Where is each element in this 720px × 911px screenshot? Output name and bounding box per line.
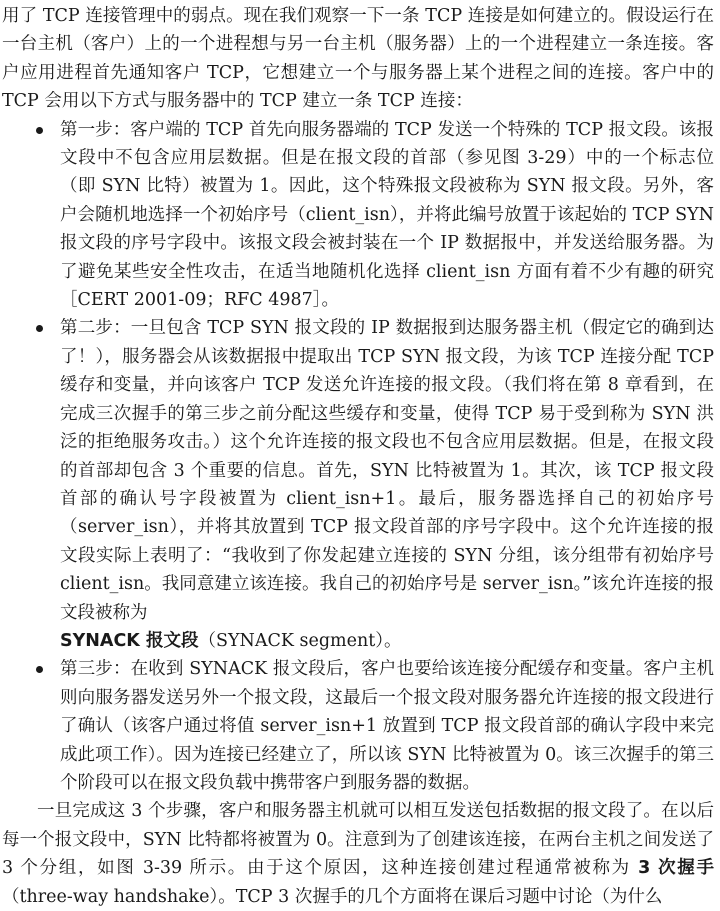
synack-term: SYNACK 报文段 bbox=[60, 630, 199, 651]
step-1-item bbox=[2, 116, 714, 315]
outro-text-2: （three-way handshake）。TCP 3 次握手的几个方面将在课后习题中讨论（为什么 bbox=[2, 886, 663, 907]
three-way-handshake-term: 3 次握手 bbox=[638, 858, 714, 879]
step-2-item bbox=[2, 314, 714, 655]
outro-paragraph bbox=[2, 797, 714, 911]
step-3-item bbox=[2, 655, 714, 797]
step-2-tail: （SYNACK segment）。 bbox=[198, 630, 402, 651]
step-1-text: 第一步：客户端的 TCP 首先向服务器端的 TCP 发送一个特殊的 TCP 报文段。该报文段中不包含应用层数据。但是在报文段的首部（参见图 3-29）中的一个标志位（即 SYN 比特）被置为 1。因此，这个特殊报文段被称为 SYN 报文段。另外，客户会随机地选择一个初始序号（client_isn），并将此编号放置于该起始的 TCP SYN 报文段的序号字段中。该报文段会被封装在一个 IP 数据报中，并发送给服务器。为了避免某些安全性攻击，在适当地随机化选择 client_isn 方面有着不少有趣的研究［CERT 2001-09；RFC 4987］。 bbox=[60, 119, 714, 311]
step-2-text: 第二步：一旦包含 TCP SYN 报文段的 IP 数据报到达服务器主机（假定它的确到达了！），服务器会从该数据报中提取出 TCP SYN 报文段，为该 TCP 连接分配 TCP 缓存和变量，并向该客户 TCP 发送允许连接的报文段。（我们将在第 8 章看到，在完成三次握手的第三步之前分配这些缓存和变量，使得 TCP 易于受到称为 SYN 洪泛的拒绝服务攻击。）这个允许连接的报文段也不包含应用层数据。但是，在报文段的首部却包含 3 个重要的信息。首先，SYN 比特被置为 1。其次，该 TCP 报文段首部的确认号字段被置为 client_isn+1。最后，服务器选择自己的初始序号（server_isn），并将其放置到 TCP 报文段首部的序号字段中。这个允许连接的报文段实际上表明了：“我收到了你发起建立连接的 SYN 分组，该分组带有初始序号 client_isn。我同意建立该连接。我自己的初始序号是 server_isn。”该允许连接的报文段被称为 bbox=[60, 318, 714, 623]
bullet-icon bbox=[36, 325, 43, 332]
outro-text-1: 一旦完成这 3 个步骤，客户和服务器主机就可以相互发送包括数据的报文段了。在以后每一个报文段中，SYN 比特都将被置为 0。注意到为了创建该连接，在两台主机之间发送了 3 个分组，如图 3-39 所示。由于这个原因，这种连接创建过程通常被称为 bbox=[2, 801, 714, 879]
step-3-text: 第三步：在收到 SYNACK 报文段后，客户也要给该连接分配缓存和变量。客户主机则向服务器发送另外一个报文段，这最后一个报文段对服务器允许连接的报文段进行了确认（该客户通过将值 server_isn+1 放置到 TCP 报文段首部的确认字段中来完成此项工作）。因为连接已经建立了，所以该 SYN 比特被置为 0。该三次握手的第三个阶段可以在报文段负载中携带客户到服务器的数据。 bbox=[60, 659, 714, 793]
intro-paragraph: 用了 TCP 连接管理中的弱点。现在我们观察一下一条 TCP 连接是如何建立的。假设运行在一台主机（客户）上的一个进程想与另一台主机（服务器）上的一个进程建立一条连接。客户应用进程首先通知客户 TCP，它想建立一个与服务器上某个进程之间的连接。客户中的 TCP 会用以下方式与服务器中的 TCP 建立一条 TCP 连接： bbox=[2, 6, 714, 112]
bullet-icon bbox=[36, 127, 43, 134]
handshake-steps-list bbox=[2, 116, 714, 798]
bullet-icon bbox=[36, 666, 43, 673]
